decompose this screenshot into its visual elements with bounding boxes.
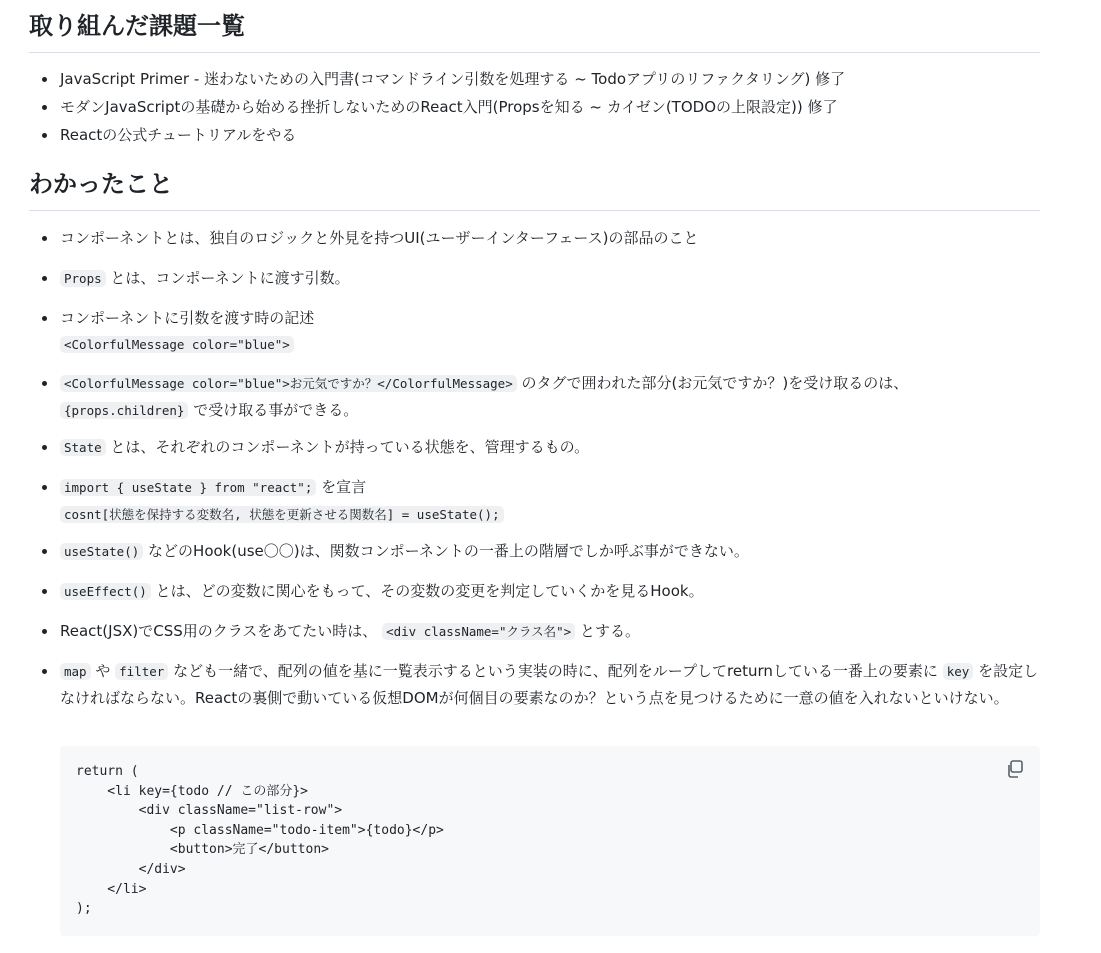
inline-code: <ColorfulMessage color="blue">お元気ですか？</ColorfulMessage> [60, 375, 517, 392]
list-item [60, 225, 1040, 251]
item-text: とする。 [579, 622, 640, 640]
inline-code: key [943, 663, 974, 680]
list-item: JavaScript Primer - 迷わないための入門書(コマンドライン引数を処理する ~ Todoアプリのリファクタリング) 修了 [60, 66, 1040, 92]
item-text: を宣言 [321, 478, 367, 496]
list-item [60, 370, 1040, 424]
item-text: を設定しなければならない。Reactの裏側で動いている仮想DOMが何個目の要素なのか？という点を見つけるために一意の値を入れないといけない。 [60, 662, 1039, 707]
list-item: Reactの公式チュートリアルをやる [60, 122, 1040, 148]
inline-code: {props.children} [60, 402, 188, 419]
inline-code: import { useState } from "react"; [60, 479, 316, 496]
inline-code: cosnt[状態を保持する変数名, 状態を更新させる関数名] = useState(); [60, 506, 504, 523]
tasks-heading: 取り組んだ課題一覧 [29, 10, 1040, 53]
item-text: とは、コンポーネントに渡す引数。 [110, 269, 350, 287]
item-text: のタグで囲われた部分(お元気ですか？)を受け取るのは、 [521, 374, 909, 392]
list-item: モダンJavaScriptの基礎から始める挫折しないためのReact入門(Propsを知る ~ カイゼン(TODOの上限設定)) 修了 [60, 94, 1040, 120]
inline-code: useEffect() [60, 583, 151, 600]
list-item [60, 474, 1040, 528]
inline-code: State [60, 439, 106, 456]
item-text: なども一緒で、配列の値を基に一覧表示するという実装の時に、配列をループしてreturnしている一番上の要素に [173, 662, 938, 680]
list-item [60, 578, 1040, 605]
code-block-content[interactable]: return ( <li key={todo // この部分}> <div className="list-row"> <p className="todo-item">{todo}</p> <button>完了</button> </div> </li> ); [76, 764, 444, 917]
learned-heading: わかったこと [29, 168, 1040, 211]
inline-code: <ColorfulMessage color="blue"> [60, 336, 294, 353]
item-text: React(JSX)でCSS用のクラスをあてたい時は、 [60, 622, 378, 640]
list-item [60, 434, 1040, 461]
item-text: で受け取る事ができる。 [193, 401, 359, 419]
item-text: コンポーネントに引数を渡す時の記述 [60, 309, 315, 327]
item-text: や [95, 662, 111, 680]
inline-code: filter [115, 663, 168, 680]
list-item [60, 658, 1040, 711]
list-item [60, 305, 1040, 358]
item-text: とは、どの変数に関心をもって、その変数の変更を判定していくかを見るHook。 [155, 582, 704, 600]
list-item [60, 265, 1040, 292]
item-text: コンポーネントとは、独自のロジックと外見を持つUI(ユーザーインターフェース)の部品のこと [60, 229, 699, 247]
copy-button[interactable] [1004, 758, 1026, 780]
code-block [60, 746, 1040, 936]
inline-code: useState() [60, 543, 143, 560]
inline-code: Props [60, 270, 106, 287]
item-text: などのHook(use〇〇)は、関数コンポーネントの一番上の階層でしか呼ぶ事ができない。 [148, 542, 749, 560]
list-item [60, 618, 1040, 645]
list-item [60, 538, 1040, 565]
copy-icon [1004, 758, 1026, 780]
inline-code: map [60, 663, 91, 680]
item-text: とは、それぞれのコンポーネントが持っている状態を、管理するもの。 [110, 438, 590, 456]
inline-code: <div className="クラス名"> [382, 623, 575, 640]
